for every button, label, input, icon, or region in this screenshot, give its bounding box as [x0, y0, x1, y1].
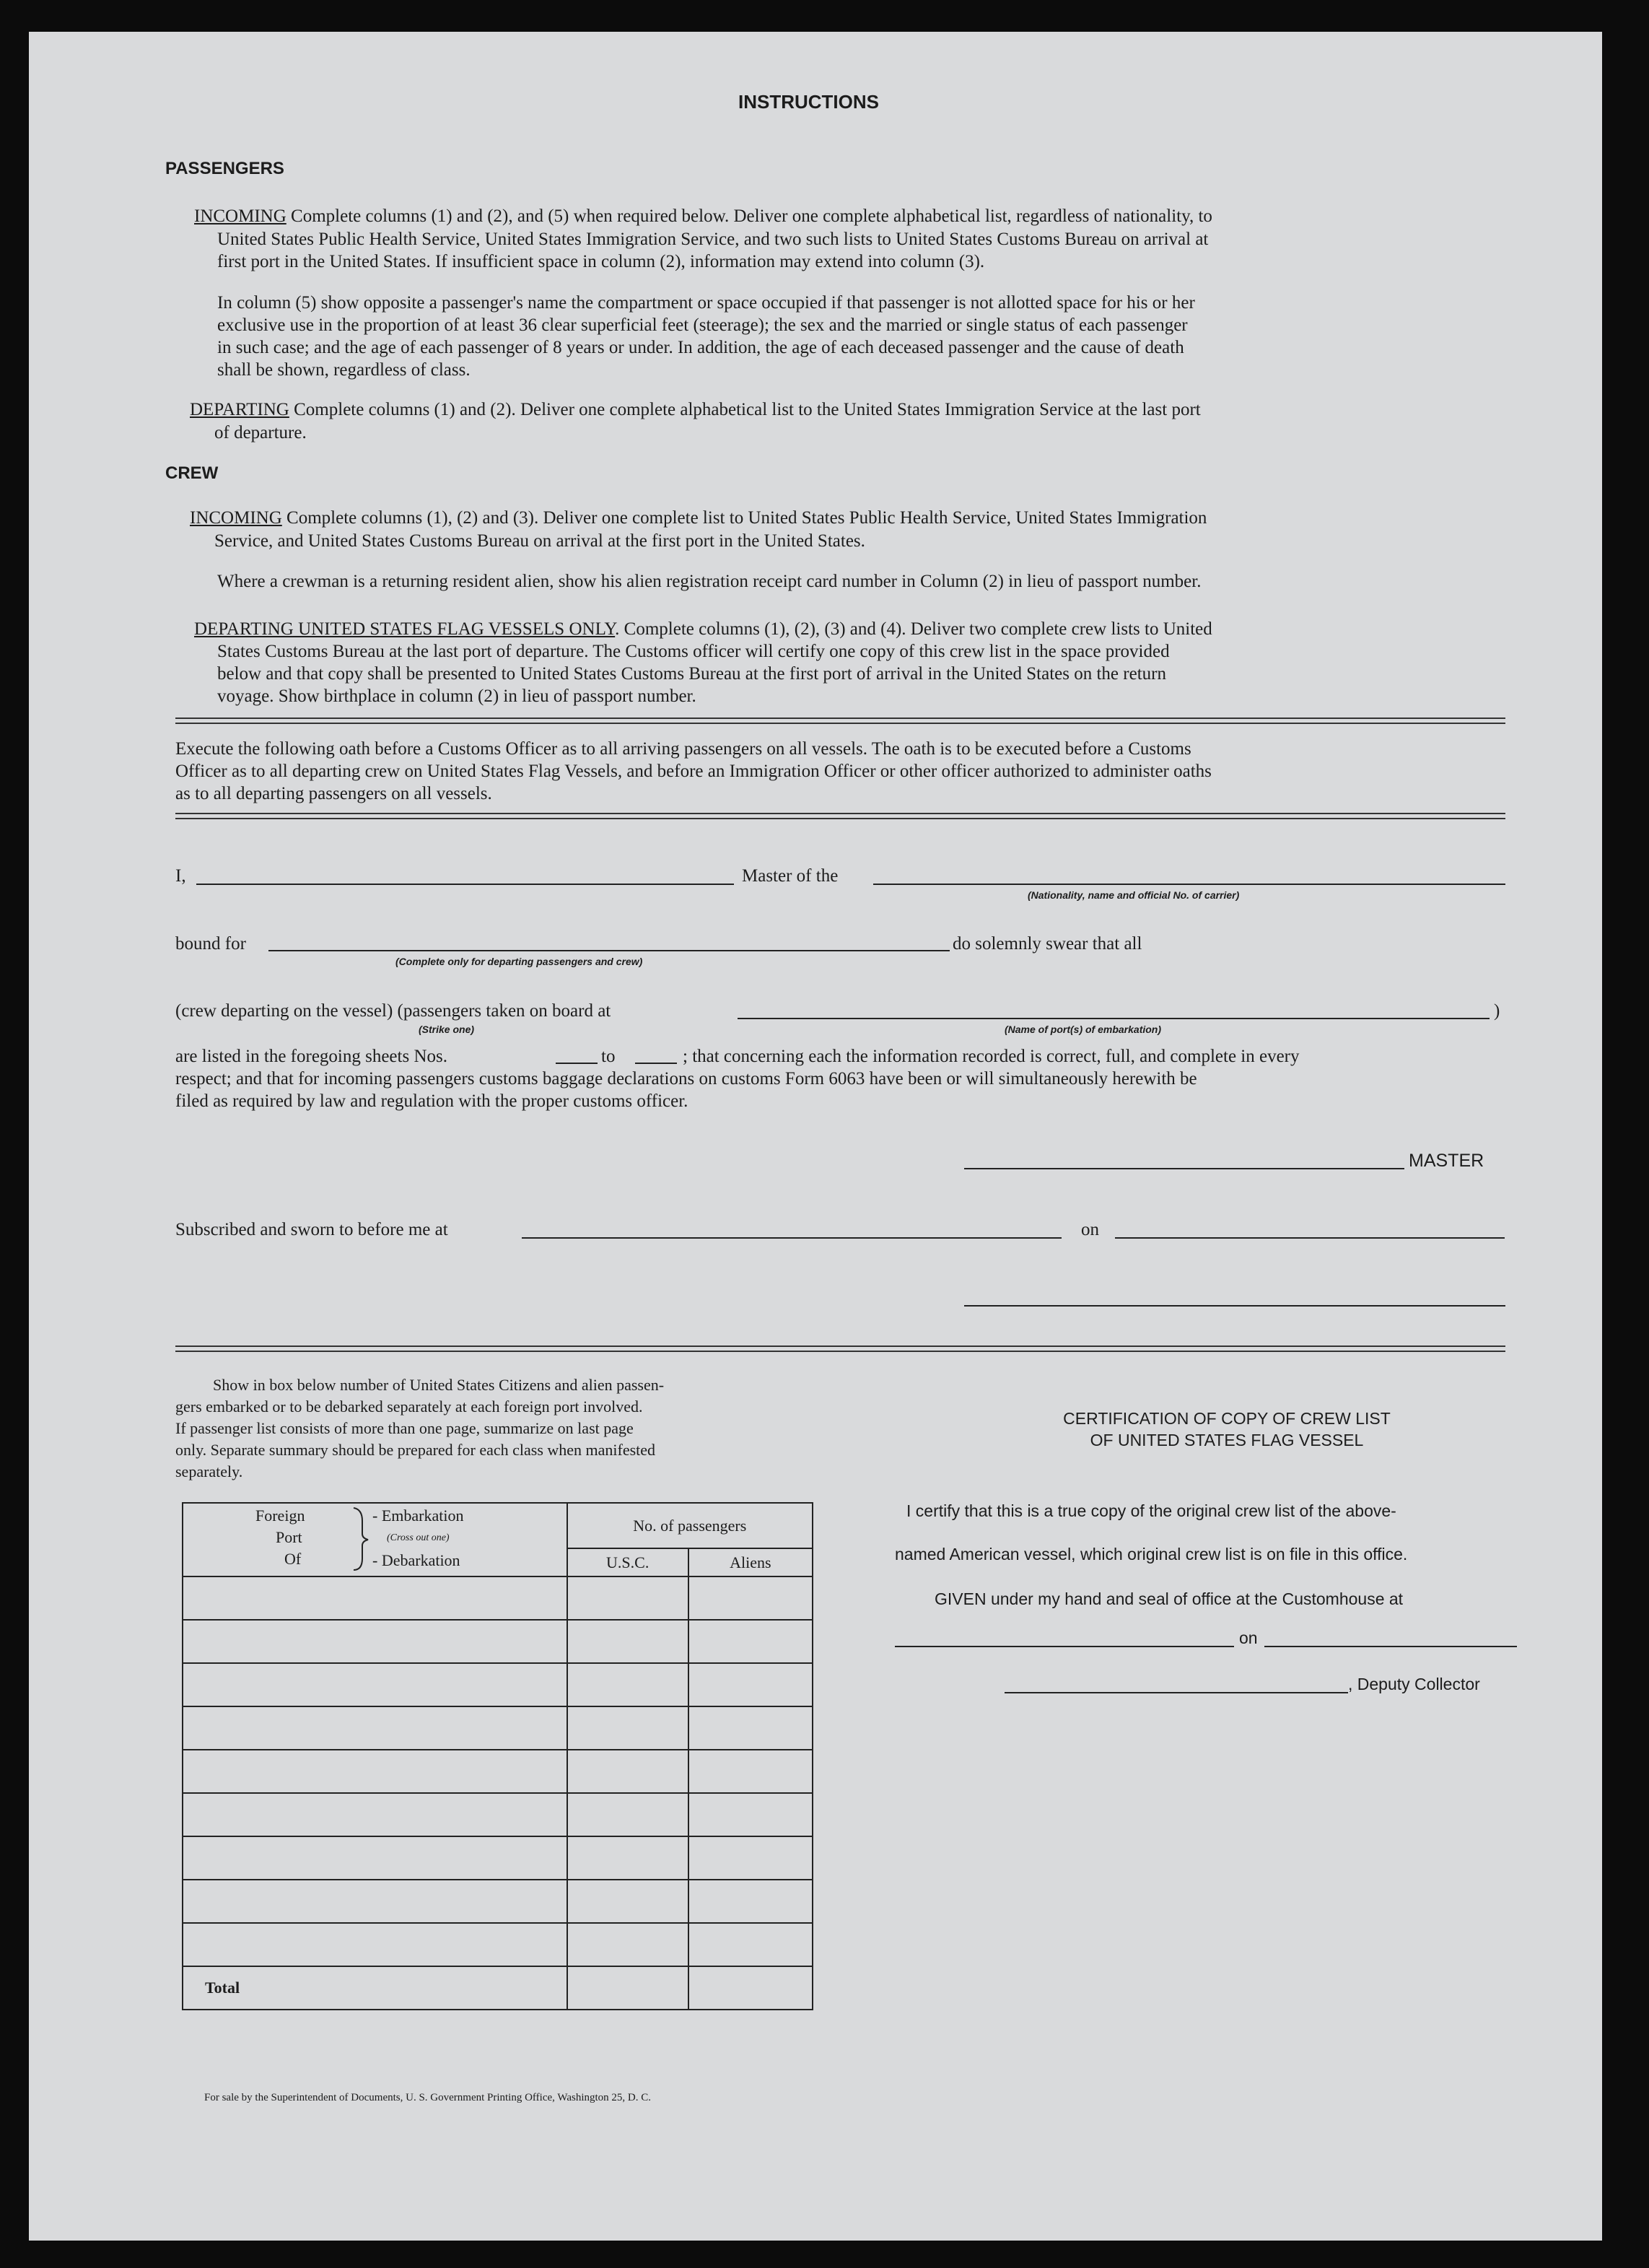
certification-date-field[interactable] [1264, 1646, 1517, 1647]
table-row [183, 1880, 813, 1923]
passengers-incoming-line-3: first port in the United States. If insufficient space in column (2), information may extend into column (3). [217, 252, 985, 271]
master-of-label: Master of the [742, 866, 839, 886]
oath-line-3: filed as required by law and regulation with the proper customs officer. [175, 1091, 688, 1111]
passenger-summary-table [182, 1502, 813, 2010]
oath-instructions-line-1: Execute the following oath before a Customs Officer as to all arriving passengers on all vessels. The oath is to be executed before a Customs [175, 739, 1191, 759]
no-passengers-header: No. of passengers [567, 1503, 813, 1548]
sheet-to-field[interactable] [635, 1063, 677, 1064]
passengers-departing-line-1: DEPARTING Complete columns (1) and (2). Deliver one complete alphabetical list to the United States Immigration Service at the last port [190, 400, 1201, 419]
gpo-footer: For sale by the Superintendent of Documents, U. S. Government Printing Office, Washington 25, D. C. [204, 2092, 651, 2103]
master-label: MASTER [1409, 1151, 1484, 1171]
column5-line-4: shall be shown, regardless of class. [217, 360, 471, 380]
close-paren: ) [1494, 1001, 1500, 1021]
master-name-field[interactable] [196, 884, 734, 885]
sworn-on-label: on [1081, 1220, 1099, 1239]
divider-rule [175, 813, 1505, 819]
crew-departing-line-2: States Customs Bureau at the last port of departure. The Customs officer will certify one copy of this crew list in the space provided [217, 642, 1170, 661]
passengers-departing-line-2: of departure. [214, 423, 307, 442]
passengers-departing-label: DEPARTING [190, 400, 289, 419]
crew-departing-line-3: below and that copy shall be presented to United States Customs Bureau at the first port of arrival in the United States on the return [217, 664, 1166, 684]
form-page [29, 32, 1602, 2241]
oath-instructions-line-3: as to all departing passengers on all vessels. [175, 784, 492, 803]
certification-on-label: on [1239, 1628, 1258, 1647]
listed-continuation: ; that concerning each the information recorded is correct, full, and complete in every [683, 1047, 1300, 1066]
table-row [183, 1576, 813, 1620]
oath-line-2: respect; and that for incoming passengers customs baggage declarations on customs Form 6063 have been or will simultaneously herewith be [175, 1069, 1197, 1089]
passengers-incoming-label: INCOMING [194, 206, 287, 226]
column5-line-3: in such case; and the age of each passenger of 8 years or under. In addition, the age of each deceased passenger and the cause of death [217, 338, 1184, 357]
deputy-collector-label: , Deputy Collector [1348, 1675, 1480, 1693]
crew-heading: CREW [165, 463, 219, 483]
column5-line-2: exclusive use in the proportion of at least 36 clear superficial feet (steerage); the sex and the married or single status of each passenger [217, 315, 1188, 335]
table-row [183, 1836, 813, 1880]
bound-for-label: bound for [175, 934, 246, 954]
brace-icon [352, 1506, 369, 1571]
embarkation-port-field[interactable] [738, 1018, 1490, 1019]
crew-departing-line-1: DEPARTING UNITED STATES FLAG VESSELS ONLY. Complete columns (1), (2), (3) and (4). Deliver two complete crew lists to United [194, 619, 1212, 639]
officer-signature-field[interactable] [964, 1305, 1505, 1307]
crew-resident-line: Where a crewman is a returning resident alien, show his alien registration receipt card number in Column (2) in lieu of passport number. [217, 572, 1202, 591]
table-row [183, 1663, 813, 1706]
deputy-signature-field[interactable] [1005, 1692, 1348, 1693]
subscribed-label: Subscribed and sworn to before me at [175, 1220, 448, 1239]
port-caption: (Name of port(s) of embarkation) [1005, 1024, 1162, 1035]
table-row [183, 1706, 813, 1750]
certification-title: CERTIFICATION OF COPY OF CREW LIST OF UNITED STATES FLAG VESSEL [1063, 1409, 1391, 1449]
master-signature-field[interactable] [964, 1168, 1404, 1169]
sworn-date-field[interactable] [1115, 1237, 1505, 1239]
carrier-caption: (Nationality, name and official No. of carrier) [1028, 889, 1240, 901]
customhouse-field[interactable] [895, 1646, 1234, 1647]
listed-to-label: to [601, 1047, 616, 1066]
oath-instructions-line-2: Officer as to all departing crew on United States Flag Vessels, and before an Immigration Officer or other officer authorized to administer oaths [175, 762, 1212, 781]
table-row [183, 1750, 813, 1793]
table-row [183, 1923, 813, 1966]
listed-label: are listed in the foregoing sheets Nos. [175, 1047, 447, 1066]
summary-instructions: Show in box below number of United States Citizens and alien passen- gers embarked or to be debarked separately at each foreign port involved. If passenger list consists of more than one page, summarize on last page only. Separate summary should be prepared for each class when manifested separately. [175, 1376, 665, 1480]
crew-passengers-label: (crew departing on the vessel) (passengers taken on board at [175, 1001, 611, 1021]
strike-one-caption: (Strike one) [419, 1024, 475, 1035]
carrier-field[interactable] [873, 884, 1505, 885]
divider-rule [175, 1345, 1505, 1352]
certification-line-1: I certify that this is a true copy of the original crew list of the above- [906, 1501, 1396, 1520]
sheet-from-field[interactable] [556, 1063, 598, 1064]
crew-incoming-line-1: INCOMING Complete columns (1), (2) and (3). Deliver one complete list to United States Public Health Service, United States Immigration [190, 508, 1207, 528]
crew-departing-line-4: voyage. Show birthplace in column (2) in lieu of passport number. [217, 686, 696, 706]
passengers-incoming-line-2: United States Public Health Service, United States Immigration Service, and two such lists to United States Customs Bureau on arrival at [217, 230, 1209, 249]
total-label: Total [183, 1966, 567, 2010]
page-title: INSTRUCTIONS [738, 91, 879, 113]
column5-line-1: In column (5) show opposite a passenger's name the compartment or space occupied if that passenger is not allotted space for his or her [217, 293, 1195, 313]
crew-incoming-line-2: Service, and United States Customs Bureau on arrival at the first port in the United States. [214, 531, 865, 551]
swear-label: do solemnly swear that all [953, 934, 1142, 954]
oath-i-label: I, [175, 866, 186, 886]
aliens-header: Aliens [688, 1548, 813, 1576]
sworn-location-field[interactable] [522, 1237, 1062, 1239]
bound-for-field[interactable] [268, 950, 950, 951]
table-row [183, 1620, 813, 1663]
table-row [183, 1793, 813, 1836]
crew-incoming-label: INCOMING [190, 508, 282, 528]
divider-rule [175, 718, 1505, 724]
certification-line-2: named American vessel, which original crew list is on file in this office. [895, 1545, 1408, 1563]
foreign-port-header: Foreign Port Of - Embarkation (Cross out one) - Debarkation [183, 1503, 567, 1576]
passengers-incoming-line-1: INCOMING Complete columns (1) and (2), and (5) when required below. Deliver one complete alphabetical list, regardless of nationality, to [194, 206, 1212, 226]
total-row [183, 1966, 813, 2010]
certification-line-3: GIVEN under my hand and seal of office at the Customhouse at [935, 1589, 1404, 1608]
passengers-heading: PASSENGERS [165, 159, 284, 178]
crew-departing-label: DEPARTING UNITED STATES FLAG VESSELS ONLY [194, 619, 616, 639]
usc-header: U.S.C. [567, 1548, 688, 1576]
bound-for-caption: (Complete only for departing passengers and crew) [395, 956, 643, 967]
